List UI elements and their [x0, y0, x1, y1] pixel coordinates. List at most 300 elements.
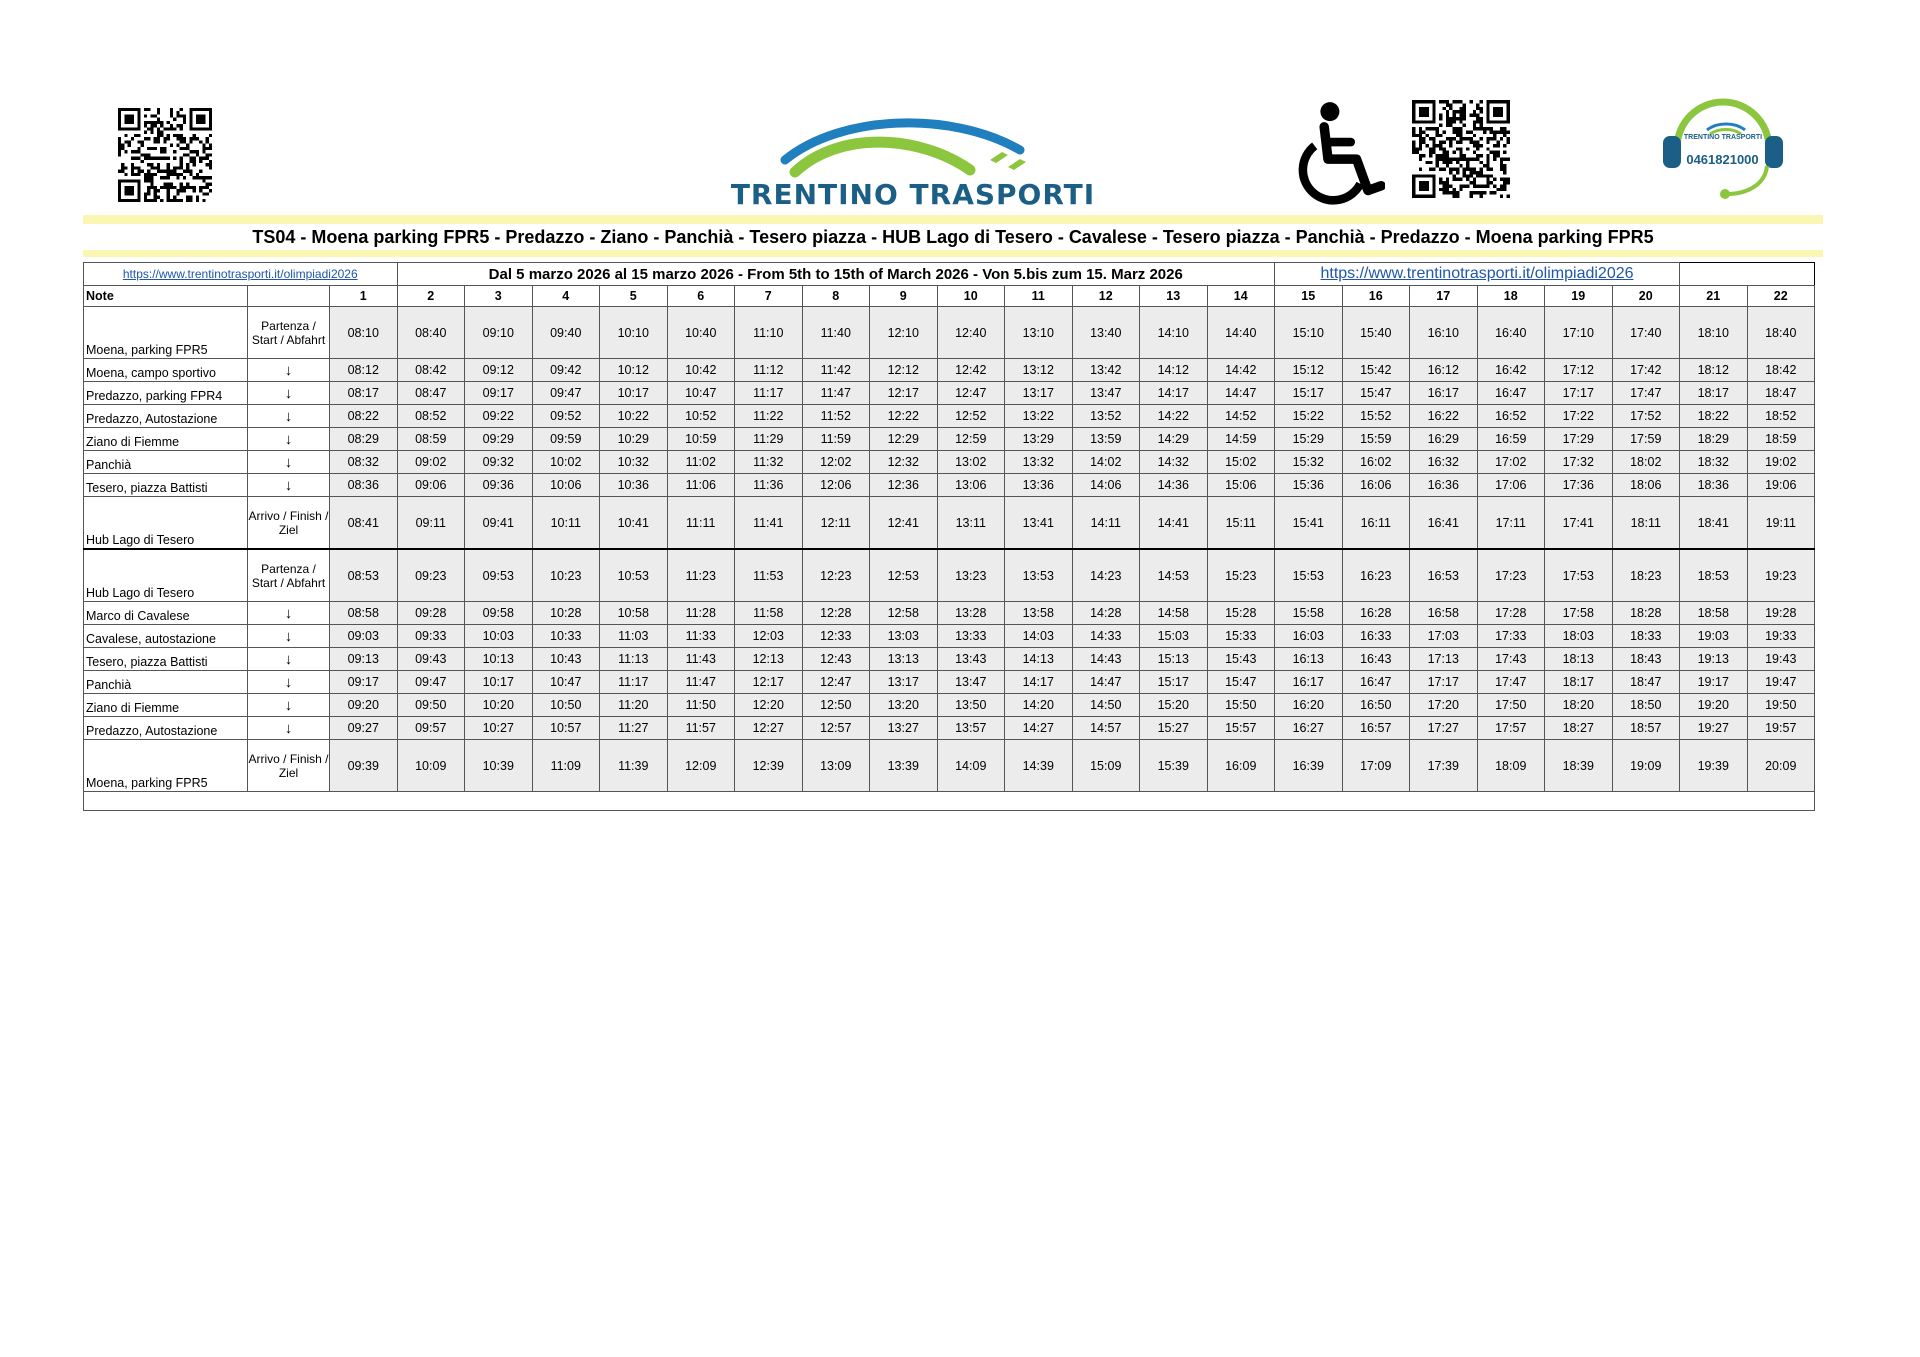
- departure-time: 14:43: [1072, 648, 1140, 671]
- departure-time: 17:47: [1477, 671, 1545, 694]
- timetable-row: [84, 549, 1815, 602]
- run-number: 6: [667, 286, 735, 307]
- down-arrow-icon: ↓: [248, 451, 330, 474]
- departure-time: 09:29: [465, 428, 533, 451]
- departure-time: 11:52: [802, 405, 870, 428]
- validity-period: Dal 5 marzo 2026 al 15 marzo 2026 - From 5th to 15th of March 2026 - Von 5.bis zum 15. Marz 2026: [397, 263, 1275, 286]
- departure-time: 17:33: [1477, 625, 1545, 648]
- timetable-row: [84, 625, 1815, 648]
- departure-time: 14:40: [1207, 307, 1275, 359]
- departure-time: 09:36: [465, 474, 533, 497]
- departure-time: 18:53: [1680, 549, 1748, 602]
- departure-time: 09:10: [465, 307, 533, 359]
- departure-time: 10:29: [600, 428, 668, 451]
- run-number: 14: [1207, 286, 1275, 307]
- departure-time: 09:12: [465, 359, 533, 382]
- departure-time: 09:40: [532, 307, 600, 359]
- departure-time: 14:03: [1005, 625, 1073, 648]
- departure-time: 10:11: [532, 497, 600, 550]
- departure-time: 10:52: [667, 405, 735, 428]
- stop-name: Ziano di Fiemme: [84, 428, 248, 451]
- timetable-row: [84, 717, 1815, 740]
- departure-time: 19:03: [1680, 625, 1748, 648]
- departure-time: 13:10: [1005, 307, 1073, 359]
- run-number: 18: [1477, 286, 1545, 307]
- departure-time: 11:50: [667, 694, 735, 717]
- departure-time: 18:03: [1545, 625, 1613, 648]
- departure-time: 14:11: [1072, 497, 1140, 550]
- departure-time: 13:11: [937, 497, 1005, 550]
- departure-time: 18:47: [1747, 382, 1815, 405]
- departure-time: 09:33: [397, 625, 465, 648]
- departure-time: 12:17: [870, 382, 938, 405]
- stop-name: Predazzo, Autostazione: [84, 717, 248, 740]
- departure-time: 17:11: [1477, 497, 1545, 550]
- departure-time: 18:20: [1545, 694, 1613, 717]
- departure-time: 12:11: [802, 497, 870, 550]
- departure-time: 08:36: [330, 474, 398, 497]
- note-header: Note: [84, 286, 248, 307]
- departure-time: 15:09: [1072, 740, 1140, 792]
- departure-time: 16:23: [1342, 549, 1410, 602]
- departure-time: 13:29: [1005, 428, 1073, 451]
- trentino-trasporti-logo-icon: [690, 110, 1130, 182]
- departure-time: 09:23: [397, 549, 465, 602]
- departure-time: 19:20: [1680, 694, 1748, 717]
- call-center-headset-icon: [1655, 90, 1790, 205]
- departure-time: 13:43: [937, 648, 1005, 671]
- departure-time: 13:40: [1072, 307, 1140, 359]
- departure-time: 16:42: [1477, 359, 1545, 382]
- departure-time: 14:52: [1207, 405, 1275, 428]
- down-arrow-icon: ↓: [248, 405, 330, 428]
- departure-time: 09:17: [330, 671, 398, 694]
- departure-time: 13:42: [1072, 359, 1140, 382]
- stop-name: Ziano di Fiemme: [84, 694, 248, 717]
- departure-time: 12:09: [667, 740, 735, 792]
- departure-time: 11:06: [667, 474, 735, 497]
- departure-time: 10:47: [532, 671, 600, 694]
- departure-time: 11:43: [667, 648, 735, 671]
- departure-time: 16:22: [1410, 405, 1478, 428]
- timetable-row: [84, 648, 1815, 671]
- departure-time: 14:23: [1072, 549, 1140, 602]
- departure-time: 12:13: [735, 648, 803, 671]
- departure-time: 13:09: [802, 740, 870, 792]
- departure-time: 08:53: [330, 549, 398, 602]
- departure-time: 16:39: [1275, 740, 1343, 792]
- departure-time: 19:02: [1747, 451, 1815, 474]
- departure-time: 08:42: [397, 359, 465, 382]
- departure-time: 11:32: [735, 451, 803, 474]
- departure-time: 12:50: [802, 694, 870, 717]
- down-arrow-icon: ↓: [248, 359, 330, 382]
- departure-time: 16:29: [1410, 428, 1478, 451]
- departure-time: 10:28: [532, 602, 600, 625]
- departure-time: 10:42: [667, 359, 735, 382]
- departure-time: 15:42: [1342, 359, 1410, 382]
- down-arrow-icon: ↓: [248, 602, 330, 625]
- departure-time: 08:40: [397, 307, 465, 359]
- stop-name: Hub Lago di Tesero: [84, 549, 248, 602]
- departure-time: 14:29: [1140, 428, 1208, 451]
- departure-time: 15:03: [1140, 625, 1208, 648]
- departure-time: 11:47: [802, 382, 870, 405]
- departure-time: 10:20: [465, 694, 533, 717]
- departure-time: 13:32: [1005, 451, 1073, 474]
- run-number: 5: [600, 286, 668, 307]
- departure-time: 15:11: [1207, 497, 1275, 550]
- departure-time: 08:58: [330, 602, 398, 625]
- departure-time: 13:28: [937, 602, 1005, 625]
- departure-time: 17:03: [1410, 625, 1478, 648]
- down-arrow-icon: ↓: [248, 428, 330, 451]
- departure-time: 12:40: [937, 307, 1005, 359]
- departure-time: 09:20: [330, 694, 398, 717]
- departure-time: 11:29: [735, 428, 803, 451]
- departure-time: 08:29: [330, 428, 398, 451]
- departure-time: 10:41: [600, 497, 668, 550]
- departure-time: 14:39: [1005, 740, 1073, 792]
- departure-time: 09:53: [465, 549, 533, 602]
- departure-time: 15:52: [1342, 405, 1410, 428]
- departure-time: 12:20: [735, 694, 803, 717]
- departure-time: 16:52: [1477, 405, 1545, 428]
- departure-time: 14:06: [1072, 474, 1140, 497]
- departure-time: 10:57: [532, 717, 600, 740]
- departure-time: 19:47: [1747, 671, 1815, 694]
- stop-role-label: Arrivo / Finish / Ziel: [248, 740, 330, 792]
- departure-time: 16:43: [1342, 648, 1410, 671]
- departure-time: 14:47: [1207, 382, 1275, 405]
- departure-time: 13:47: [1072, 382, 1140, 405]
- departure-time: 15:17: [1140, 671, 1208, 694]
- departure-time: 17:42: [1612, 359, 1680, 382]
- departure-time: 12:17: [735, 671, 803, 694]
- departure-time: 11:36: [735, 474, 803, 497]
- departure-time: 19:13: [1680, 648, 1748, 671]
- departure-time: 08:12: [330, 359, 398, 382]
- departure-time: 15:50: [1207, 694, 1275, 717]
- departure-time: 11:33: [667, 625, 735, 648]
- departure-time: 16:06: [1342, 474, 1410, 497]
- departure-time: 14:32: [1140, 451, 1208, 474]
- departure-time: 10:32: [600, 451, 668, 474]
- title-band-top: [83, 215, 1823, 224]
- departure-time: 11:57: [667, 717, 735, 740]
- departure-time: 18:42: [1747, 359, 1815, 382]
- departure-time: 14:17: [1005, 671, 1073, 694]
- departure-time: 10:09: [397, 740, 465, 792]
- departure-time: 19:28: [1747, 602, 1815, 625]
- departure-time: 16:02: [1342, 451, 1410, 474]
- timetable-row: [84, 359, 1815, 382]
- departure-time: 17:39: [1410, 740, 1478, 792]
- departure-time: 18:06: [1612, 474, 1680, 497]
- run-number: 19: [1545, 286, 1613, 307]
- departure-time: 14:36: [1140, 474, 1208, 497]
- departure-time: 11:47: [667, 671, 735, 694]
- departure-time: 09:32: [465, 451, 533, 474]
- departure-time: 09:22: [465, 405, 533, 428]
- departure-time: 08:17: [330, 382, 398, 405]
- departure-time: 11:27: [600, 717, 668, 740]
- stop-name: Moena, campo sportivo: [84, 359, 248, 382]
- departure-time: 17:28: [1477, 602, 1545, 625]
- departure-time: 18:27: [1545, 717, 1613, 740]
- departure-time: 10:59: [667, 428, 735, 451]
- run-number: 13: [1140, 286, 1208, 307]
- departure-time: 16:41: [1410, 497, 1478, 550]
- run-number: 10: [937, 286, 1005, 307]
- departure-time: 18:10: [1680, 307, 1748, 359]
- departure-time: 16:27: [1275, 717, 1343, 740]
- departure-time: 10:36: [600, 474, 668, 497]
- departure-time: 15:29: [1275, 428, 1343, 451]
- departure-time: 16:12: [1410, 359, 1478, 382]
- departure-time: 14:09: [937, 740, 1005, 792]
- departure-time: 16:10: [1410, 307, 1478, 359]
- qr-code-right[interactable]: [1405, 100, 1517, 198]
- departure-time: 10:23: [532, 549, 600, 602]
- departure-time: 16:58: [1410, 602, 1478, 625]
- departure-time: 15:23: [1207, 549, 1275, 602]
- departure-time: 16:57: [1342, 717, 1410, 740]
- departure-time: 11:20: [600, 694, 668, 717]
- departure-time: 11:23: [667, 549, 735, 602]
- departure-time: 17:43: [1477, 648, 1545, 671]
- departure-time: 19:06: [1747, 474, 1815, 497]
- departure-time: 12:03: [735, 625, 803, 648]
- departure-time: 15:43: [1207, 648, 1275, 671]
- departure-time: 10:43: [532, 648, 600, 671]
- accessibility-indicator: [1290, 100, 1385, 205]
- run-number: 4: [532, 286, 600, 307]
- departure-time: 12:36: [870, 474, 938, 497]
- departure-time: 12:33: [802, 625, 870, 648]
- wheelchair-icon: [1290, 100, 1385, 205]
- departure-time: 10:50: [532, 694, 600, 717]
- departure-time: 10:03: [465, 625, 533, 648]
- stop-name: Panchià: [84, 451, 248, 474]
- departure-time: 09:03: [330, 625, 398, 648]
- stop-name: Tesero, piazza Battisti: [84, 474, 248, 497]
- departure-time: 18:59: [1747, 428, 1815, 451]
- departure-time: 09:41: [465, 497, 533, 550]
- departure-time: 12:22: [870, 405, 938, 428]
- run-number: 2: [397, 286, 465, 307]
- departure-time: 10:22: [600, 405, 668, 428]
- brand-name: TRENTINO TRASPORTI: [730, 178, 1096, 211]
- down-arrow-icon: ↓: [248, 625, 330, 648]
- departure-time: 13:33: [937, 625, 1005, 648]
- departure-time: 12:47: [937, 382, 1005, 405]
- departure-time: 14:02: [1072, 451, 1140, 474]
- timetable-row: [84, 497, 1815, 550]
- departure-time: 17:23: [1477, 549, 1545, 602]
- stop-role-label: Partenza / Start / Abfahrt: [248, 549, 330, 602]
- departure-time: 18:58: [1680, 602, 1748, 625]
- departure-time: 12:59: [937, 428, 1005, 451]
- departure-time: 15:10: [1275, 307, 1343, 359]
- departure-time: 18:22: [1680, 405, 1748, 428]
- stop-name: Tesero, piazza Battisti: [84, 648, 248, 671]
- departure-time: 09:57: [397, 717, 465, 740]
- departure-time: 10:47: [667, 382, 735, 405]
- departure-time: 10:10: [600, 307, 668, 359]
- departure-time: 12:10: [870, 307, 938, 359]
- departure-time: 18:43: [1612, 648, 1680, 671]
- departure-time: 17:40: [1612, 307, 1680, 359]
- departure-time: 11:39: [600, 740, 668, 792]
- departure-time: 15:32: [1275, 451, 1343, 474]
- departure-time: 10:33: [532, 625, 600, 648]
- departure-time: 15:59: [1342, 428, 1410, 451]
- departure-time: 12:28: [802, 602, 870, 625]
- departure-time: 13:17: [870, 671, 938, 694]
- departure-time: 15:13: [1140, 648, 1208, 671]
- departure-time: 19:43: [1747, 648, 1815, 671]
- departure-time: 12:29: [870, 428, 938, 451]
- departure-time: 11:17: [600, 671, 668, 694]
- departure-time: 08:41: [330, 497, 398, 550]
- departure-time: 14:57: [1072, 717, 1140, 740]
- departure-time: 14:59: [1207, 428, 1275, 451]
- timetable-row: [84, 382, 1815, 405]
- departure-time: 15:06: [1207, 474, 1275, 497]
- departure-time: 16:03: [1275, 625, 1343, 648]
- olimpiadi-link[interactable]: https://www.trentinotrasporti.it/olimpiadi2026: [84, 263, 398, 286]
- run-number: 17: [1410, 286, 1478, 307]
- departure-time: 19:17: [1680, 671, 1748, 694]
- stop-role-label: Partenza / Start / Abfahrt: [248, 307, 330, 359]
- departure-time: 15:47: [1207, 671, 1275, 694]
- olimpiadi-link[interactable]: https://www.trentinotrasporti.it/olimpiadi2026: [1275, 263, 1680, 286]
- departure-time: 19:39: [1680, 740, 1748, 792]
- departure-time: 11:40: [802, 307, 870, 359]
- departure-time: 09:39: [330, 740, 398, 792]
- departure-time: 12:57: [802, 717, 870, 740]
- departure-time: 14:47: [1072, 671, 1140, 694]
- departure-time: 15:41: [1275, 497, 1343, 550]
- run-number: 9: [870, 286, 938, 307]
- departure-time: 18:28: [1612, 602, 1680, 625]
- departure-time: 18:47: [1612, 671, 1680, 694]
- stop-name: Moena, parking FPR5: [84, 740, 248, 792]
- departure-time: 13:47: [937, 671, 1005, 694]
- departure-time: 16:33: [1342, 625, 1410, 648]
- departure-time: 12:12: [870, 359, 938, 382]
- departure-time: 11:12: [735, 359, 803, 382]
- run-number: 21: [1680, 286, 1748, 307]
- departure-time: 11:58: [735, 602, 803, 625]
- departure-time: 17:12: [1545, 359, 1613, 382]
- departure-time: 12:39: [735, 740, 803, 792]
- departure-time: 14:58: [1140, 602, 1208, 625]
- departure-time: 16:53: [1410, 549, 1478, 602]
- qr-code-icon: [1405, 100, 1517, 198]
- departure-time: 14:10: [1140, 307, 1208, 359]
- down-arrow-icon: ↓: [248, 474, 330, 497]
- run-number-header: [84, 286, 1815, 307]
- departure-time: 12:42: [937, 359, 1005, 382]
- departure-time: 13:39: [870, 740, 938, 792]
- departure-time: 09:47: [532, 382, 600, 405]
- contact-phone[interactable]: 0461821000: [1686, 152, 1759, 167]
- departure-time: 14:20: [1005, 694, 1073, 717]
- qr-code-icon: [113, 108, 217, 202]
- departure-time: 18:23: [1612, 549, 1680, 602]
- departure-time: 11:41: [735, 497, 803, 550]
- departure-time: 16:28: [1342, 602, 1410, 625]
- departure-time: 12:58: [870, 602, 938, 625]
- departure-time: 18:39: [1545, 740, 1613, 792]
- departure-time: 16:40: [1477, 307, 1545, 359]
- stop-role-label: Arrivo / Finish / Ziel: [248, 497, 330, 550]
- departure-time: 15:58: [1275, 602, 1343, 625]
- departure-time: 15:57: [1207, 717, 1275, 740]
- departure-time: 10:53: [600, 549, 668, 602]
- run-number: 7: [735, 286, 803, 307]
- departure-time: 18:09: [1477, 740, 1545, 792]
- run-number: 20: [1612, 286, 1680, 307]
- departure-time: 16:32: [1410, 451, 1478, 474]
- departure-time: 13:23: [937, 549, 1005, 602]
- departure-time: 12:02: [802, 451, 870, 474]
- departure-time: 12:43: [802, 648, 870, 671]
- timetable-info-row: [84, 263, 1815, 286]
- empty-footer-cell: [84, 792, 1815, 811]
- departure-time: 14:13: [1005, 648, 1073, 671]
- departure-time: 16:59: [1477, 428, 1545, 451]
- departure-time: 18:13: [1545, 648, 1613, 671]
- departure-time: 17:36: [1545, 474, 1613, 497]
- departure-time: 16:47: [1342, 671, 1410, 694]
- stop-name: Marco di Cavalese: [84, 602, 248, 625]
- departure-time: 15:20: [1140, 694, 1208, 717]
- departure-time: 09:43: [397, 648, 465, 671]
- departure-time: 13:57: [937, 717, 1005, 740]
- departure-time: 18:40: [1747, 307, 1815, 359]
- departure-time: 19:50: [1747, 694, 1815, 717]
- departure-time: 15:02: [1207, 451, 1275, 474]
- departure-time: 18:33: [1612, 625, 1680, 648]
- departure-time: 11:53: [735, 549, 803, 602]
- departure-time: 10:02: [532, 451, 600, 474]
- qr-code-left[interactable]: [113, 108, 217, 202]
- departure-time: 15:27: [1140, 717, 1208, 740]
- departure-time: 11:28: [667, 602, 735, 625]
- departure-time: 17:22: [1545, 405, 1613, 428]
- departure-time: 09:59: [532, 428, 600, 451]
- departure-time: 17:53: [1545, 549, 1613, 602]
- departure-time: 13:02: [937, 451, 1005, 474]
- departure-time: 17:13: [1410, 648, 1478, 671]
- departure-time: 19:27: [1680, 717, 1748, 740]
- departure-time: 13:03: [870, 625, 938, 648]
- departure-time: 17:02: [1477, 451, 1545, 474]
- trentino-trasporti-logo: [690, 110, 1130, 210]
- stop-name: Predazzo, Autostazione: [84, 405, 248, 428]
- route-title: TS04 - Moena parking FPR5 - Predazzo - Ziano - Panchià - Tesero piazza - HUB Lago di Tesero - Cavalese - Tesero piazza - Panchià - Predazzo - Moena parking FPR5: [252, 227, 1654, 247]
- departure-time: 16:20: [1275, 694, 1343, 717]
- departure-time: 11:02: [667, 451, 735, 474]
- departure-time: 16:11: [1342, 497, 1410, 550]
- departure-time: 18:50: [1612, 694, 1680, 717]
- departure-time: 10:12: [600, 359, 668, 382]
- run-number: 11: [1005, 286, 1073, 307]
- departure-time: 17:32: [1545, 451, 1613, 474]
